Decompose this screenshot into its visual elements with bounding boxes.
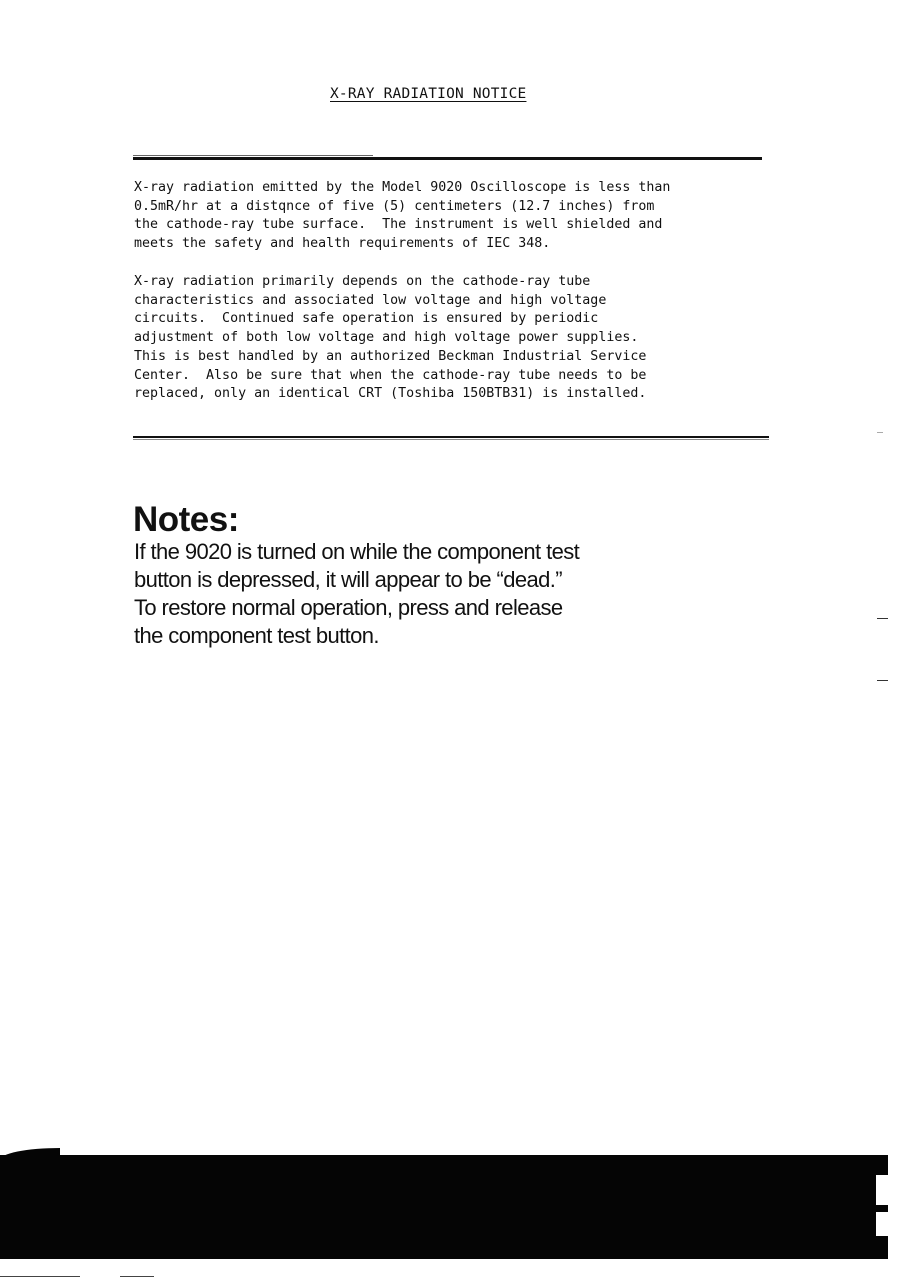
scan-foot-line bbox=[120, 1276, 154, 1277]
scan-shadow-notch bbox=[876, 1175, 888, 1205]
scan-shadow-band bbox=[0, 1155, 888, 1259]
notes-line: If the 9020 is turned on while the component test bbox=[134, 539, 580, 564]
top-divider bbox=[133, 157, 762, 160]
notes-heading: Notes: bbox=[133, 500, 239, 539]
scan-edge-mark bbox=[877, 618, 888, 619]
scan-foot-line bbox=[0, 1276, 80, 1277]
notice-title: X-RAY RADIATION NOTICE bbox=[330, 86, 527, 102]
scan-edge-mark bbox=[877, 432, 883, 433]
scan-shadow-notch bbox=[876, 1212, 888, 1236]
notes-line: the component test button. bbox=[134, 623, 379, 648]
top-divider-thin bbox=[133, 155, 373, 156]
notice-paragraph-2: X-ray radiation primarily depends on the cathode-ray tube characteristics and associated low voltage and high voltage circuits. Continued safe operation is ensured by periodic adjustment of both low voltage and high voltage power supplies. This is best handled by an authorized Beckman Industrial Service Center. Also be sure that when the cathode-ray tube needs to be replaced, only an identical CRT (Toshiba 150BTB31) is installed. bbox=[134, 274, 647, 402]
notes-body bbox=[134, 538, 654, 650]
notice-paragraph-1: X-ray radiation emitted by the Model 9020 Oscilloscope is less than 0.5mR/hr at a distqnce of five (5) centimeters (12.7 inches) from the cathode-ray tube surface. The instrument is well shielded and meets the safety and health requirements of IEC 348. bbox=[134, 180, 671, 252]
bottom-divider bbox=[133, 436, 769, 438]
notes-line: button is depressed, it will appear to be “dead.” bbox=[134, 567, 562, 592]
notes-line: To restore normal operation, press and release bbox=[134, 595, 563, 620]
scan-edge-mark bbox=[877, 680, 888, 681]
bottom-divider-thin bbox=[133, 439, 769, 440]
